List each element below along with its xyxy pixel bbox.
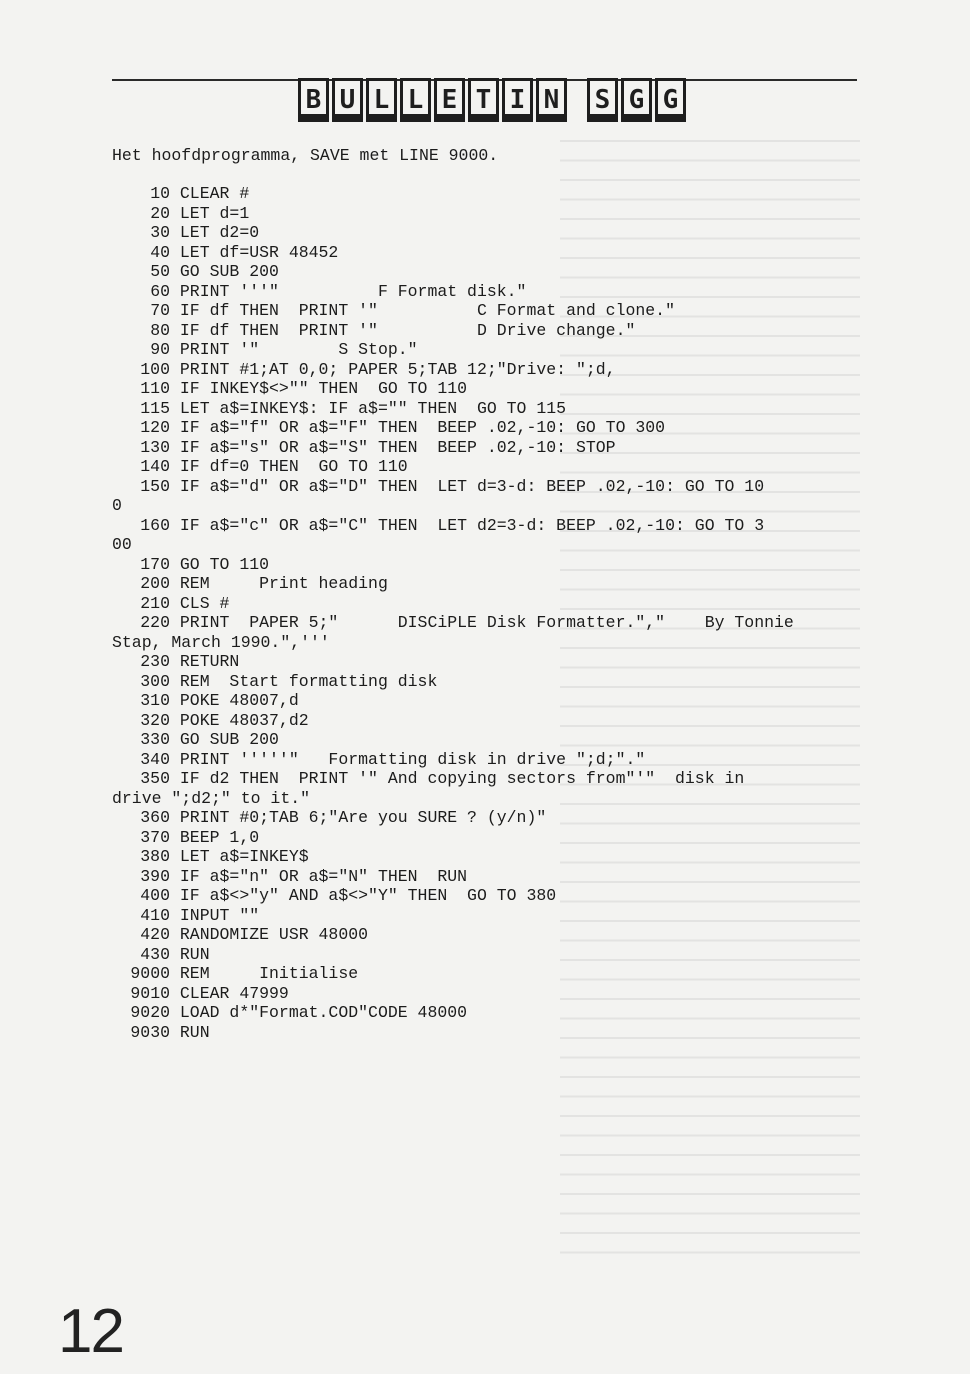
line-number: 230 bbox=[140, 652, 170, 671]
code-line bbox=[112, 847, 872, 867]
code-statement: LET df=USR 48452 bbox=[179, 242, 339, 262]
code-statement: RUN bbox=[179, 1022, 210, 1042]
code-line bbox=[112, 457, 872, 477]
code-statement: PRINT '''" F Format disk." bbox=[179, 281, 527, 301]
code-statement: CLS # bbox=[179, 593, 230, 613]
code-line bbox=[112, 594, 872, 614]
line-number: 120 bbox=[140, 418, 170, 437]
line-number: 360 bbox=[140, 808, 170, 827]
code-line bbox=[112, 340, 872, 360]
line-number: 310 bbox=[140, 691, 170, 710]
code-line bbox=[112, 808, 872, 828]
line-number: 115 bbox=[140, 398, 170, 418]
line-number: 9020 bbox=[130, 1003, 170, 1022]
code-statement: REM Initialise bbox=[179, 964, 359, 983]
line-number: 110 bbox=[140, 379, 170, 398]
code-line-continuation: 0 bbox=[112, 496, 122, 515]
masthead-logo bbox=[298, 72, 686, 122]
code-statement: REM Print heading bbox=[179, 574, 388, 593]
code-line bbox=[112, 262, 872, 282]
code-line bbox=[112, 750, 872, 770]
line-number: 20 bbox=[150, 203, 170, 223]
line-number: 200 bbox=[140, 574, 170, 593]
line-number: 210 bbox=[140, 593, 170, 613]
code-line bbox=[112, 964, 872, 984]
code-statement: PRINT #0;TAB 6;"Are you SURE ? (y/n)" bbox=[179, 808, 547, 827]
line-number: 330 bbox=[140, 730, 170, 749]
line-number: 9010 bbox=[130, 983, 170, 1003]
line-number: 370 bbox=[140, 827, 170, 847]
line-number: 170 bbox=[140, 554, 170, 574]
line-number: 140 bbox=[140, 457, 170, 476]
code-line bbox=[112, 301, 872, 321]
intro-text: Het hoofdprogramma, SAVE met LINE 9000. bbox=[112, 146, 499, 165]
line-number: 130 bbox=[140, 437, 170, 457]
code-line bbox=[112, 711, 872, 731]
code-statement: IF a$="c" OR a$="C" THEN LET d2=3-d: BEEP .02,-10: GO TO 3 bbox=[179, 515, 765, 535]
masthead-letter: T bbox=[468, 78, 499, 122]
line-number: 380 bbox=[140, 847, 170, 866]
code-line bbox=[112, 945, 872, 965]
code-line bbox=[112, 867, 872, 887]
code-statement: RETURN bbox=[179, 652, 240, 671]
code-statement: IF df THEN PRINT '" D Drive change." bbox=[179, 320, 636, 340]
code-statement: POKE 48037,d2 bbox=[179, 710, 309, 730]
line-number: 50 bbox=[150, 262, 170, 281]
line-number: 9000 bbox=[130, 964, 170, 983]
code-statement: IF a$="f" OR a$="F" THEN BEEP .02,-10: GO TO 300 bbox=[179, 418, 666, 437]
masthead-letter: E bbox=[434, 78, 465, 122]
line-number: 390 bbox=[140, 866, 170, 886]
masthead-letter: N bbox=[536, 78, 567, 122]
code-statement: CLEAR 47999 bbox=[179, 983, 289, 1003]
line-number: 350 bbox=[140, 769, 170, 788]
code-line bbox=[112, 516, 872, 536]
code-statement: INPUT "" bbox=[179, 905, 260, 925]
code-statement: IF a$="n" OR a$="N" THEN RUN bbox=[179, 866, 468, 886]
code-line bbox=[112, 282, 872, 302]
code-line bbox=[112, 613, 872, 633]
line-number: 30 bbox=[150, 223, 170, 242]
code-statement: LET d2=0 bbox=[179, 223, 260, 242]
masthead-letter: L bbox=[400, 78, 431, 122]
code-line bbox=[112, 691, 872, 711]
code-line-continuation: Stap, March 1990.",''' bbox=[112, 632, 330, 652]
code-line bbox=[112, 984, 872, 1004]
masthead-code-letter: G bbox=[655, 78, 686, 122]
line-number: 400 bbox=[140, 886, 170, 905]
code-line bbox=[112, 574, 872, 594]
code-line bbox=[112, 828, 872, 848]
code-statement: RUN bbox=[179, 944, 210, 964]
code-statement: LET a$=INKEY$ bbox=[179, 847, 309, 866]
masthead-letter: U bbox=[332, 78, 363, 122]
line-number: 60 bbox=[150, 281, 170, 301]
code-statement: IF df THEN PRINT '" C Format and clone." bbox=[179, 301, 675, 320]
line-number: 40 bbox=[150, 242, 170, 262]
line-number: 420 bbox=[140, 925, 170, 944]
code-line bbox=[112, 321, 872, 341]
line-number: 10 bbox=[150, 184, 170, 203]
code-statement: GO SUB 200 bbox=[179, 262, 279, 281]
line-number: 320 bbox=[140, 710, 170, 730]
code-statement: PRINT '''''" Formatting disk in drive ";d;"." bbox=[179, 749, 646, 769]
code-statement: LET d=1 bbox=[179, 203, 250, 223]
program-listing bbox=[112, 184, 872, 1042]
code-line-continuation: drive ";d2;" to it." bbox=[112, 788, 311, 808]
code-statement: LOAD d*"Format.COD"CODE 48000 bbox=[179, 1003, 468, 1022]
code-statement: IF INKEY$<>"" THEN GO TO 110 bbox=[179, 379, 468, 398]
code-statement: IF a$="s" OR a$="S" THEN BEEP .02,-10: STOP bbox=[179, 437, 616, 457]
code-line bbox=[112, 184, 872, 204]
line-number: 80 bbox=[150, 320, 170, 340]
code-statement: GO SUB 200 bbox=[179, 730, 279, 749]
code-statement: IF a$="d" OR a$="D" THEN LET d=3-d: BEEP .02,-10: GO TO 10 bbox=[179, 476, 765, 496]
code-statement: IF df=0 THEN GO TO 110 bbox=[179, 457, 408, 476]
code-statement: LET a$=INKEY$: IF a$="" THEN GO TO 115 bbox=[179, 398, 567, 418]
code-line bbox=[112, 379, 872, 399]
code-line bbox=[112, 477, 872, 497]
code-line bbox=[112, 672, 872, 692]
code-line bbox=[112, 1023, 872, 1043]
code-line bbox=[112, 925, 872, 945]
code-line bbox=[112, 886, 872, 906]
masthead-letter: L bbox=[366, 78, 397, 122]
page-number: 12 bbox=[58, 1297, 123, 1366]
line-number: 150 bbox=[140, 476, 170, 496]
code-line bbox=[112, 223, 872, 243]
code-statement: BEEP 1,0 bbox=[179, 827, 260, 847]
code-line bbox=[112, 1003, 872, 1023]
line-number: 430 bbox=[140, 944, 170, 964]
code-statement: PRINT #1;AT 0,0; PAPER 5;TAB 12;"Drive: ";d, bbox=[179, 359, 616, 379]
code-statement: IF d2 THEN PRINT '" And copying sectors from"'" disk in bbox=[179, 769, 745, 788]
line-number: 90 bbox=[150, 340, 170, 359]
line-number: 300 bbox=[140, 671, 170, 691]
code-line bbox=[112, 555, 872, 575]
code-statement: PRINT PAPER 5;" DISCiPLE Disk Formatter."," By Tonnie bbox=[179, 613, 794, 632]
code-line-continuation: 00 bbox=[112, 535, 132, 554]
code-statement: IF a$<>"y" AND a$<>"Y" THEN GO TO 380 bbox=[179, 886, 557, 905]
code-statement: RANDOMIZE USR 48000 bbox=[179, 925, 369, 944]
code-line bbox=[112, 243, 872, 263]
code-statement: POKE 48007,d bbox=[179, 691, 299, 710]
line-number: 70 bbox=[150, 301, 170, 320]
code-statement: GO TO 110 bbox=[179, 554, 270, 574]
line-number: 340 bbox=[140, 749, 170, 769]
code-line bbox=[112, 769, 872, 789]
code-line bbox=[112, 906, 872, 926]
masthead-letter: B bbox=[298, 78, 329, 122]
masthead-code-letter: S bbox=[587, 78, 618, 122]
code-line bbox=[112, 204, 872, 224]
code-statement: CLEAR # bbox=[179, 184, 250, 203]
masthead-letter: I bbox=[502, 78, 533, 122]
code-line bbox=[112, 360, 872, 380]
code-statement: PRINT '" S Stop." bbox=[179, 340, 418, 359]
line-number: 9030 bbox=[130, 1022, 170, 1042]
code-line bbox=[112, 418, 872, 438]
code-line bbox=[112, 438, 872, 458]
code-line bbox=[112, 399, 872, 419]
line-number: 410 bbox=[140, 905, 170, 925]
code-line bbox=[112, 730, 872, 750]
code-line bbox=[112, 652, 872, 672]
line-number: 220 bbox=[140, 613, 170, 632]
code-statement: REM Start formatting disk bbox=[179, 671, 438, 691]
line-number: 100 bbox=[140, 359, 170, 379]
line-number: 160 bbox=[140, 515, 170, 535]
masthead-code-letter: G bbox=[621, 78, 652, 122]
